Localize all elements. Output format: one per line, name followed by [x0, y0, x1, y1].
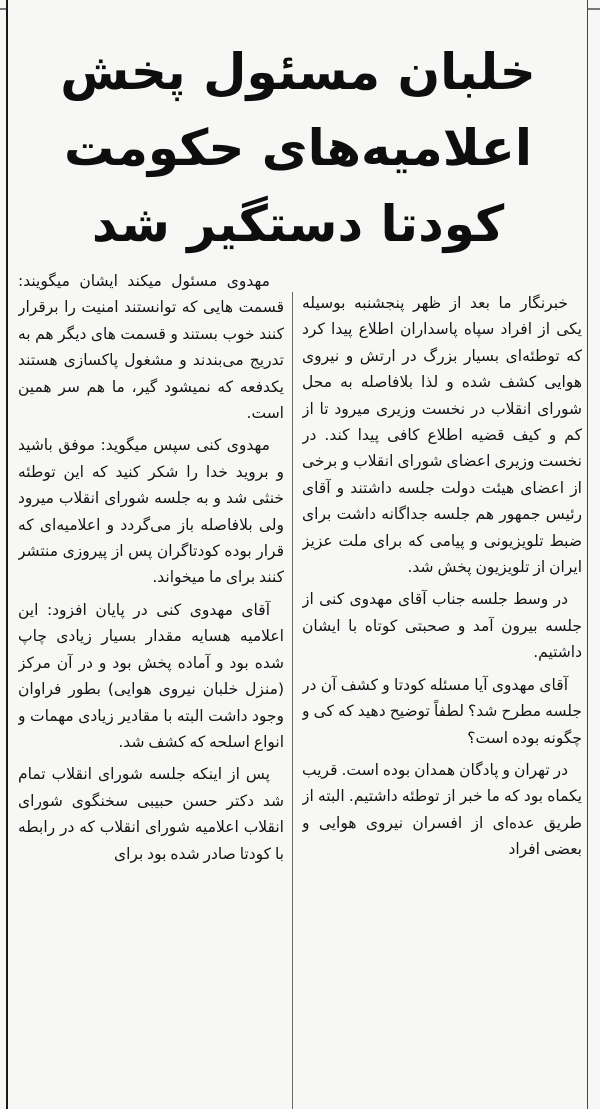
article-paragraph: در تهران و پادگان همدان بوده است. قریب یکماه بود که ما خبر از توطئه داشتیم. البته از طریق عده‌ای از افسران نیروی هوایی و بعضی افراد — [302, 760, 582, 859]
headline-line-2: اعلامیه‌های حکومت — [64, 119, 532, 177]
article-paragraph: مهدوی کنی سپس میگوید: موفق باشید و بروید خدا را شکر کنید که این توطئه خنثی شد و به جلسه شورای انقلاب میرود ولی بلافاصله باز می‌گردد و اعلامیه‌ای که قرار بوده کودتاگران پس از پیروزی منتشر کنند برای ما میخواند. — [18, 436, 284, 587]
article-paragraph: مهدوی مسئول میکند ایشان میگویند: قسمت هایی که توانستند امنیت را برقرار کنند خوب بستند و قسمت های دیگر هم به تدریج می‌بندند و مشغول پاکسازی هستند یکدفعه که نمیشود گیر، ما هم سر همین است. — [18, 272, 284, 423]
column-divider — [292, 292, 293, 1109]
headline-line-3: کودتا دستگیر شد — [91, 195, 505, 253]
article-column-left — [18, 262, 284, 1109]
article-paragraph: آقای مهدوی کنی در پایان افزود: این اعلامیه هسایه مقدار بسیار زیادی چاپ شده بود و آماده پخش بود و در آن مرکز (منزل خلبان نیروی هوایی) بطور فراوان وجود داشت البته با مقادیر زیادی مهمات و انواع اسلحه که کشف شد. — [18, 600, 284, 751]
article-paragraph: پس از اینکه جلسه شورای انقلاب تمام شد دکتر حسن حبیبی سخنگوی شورای انقلاب اعلامیه شورای انقلاب که در رابطه با کودتا صادر شده بود برای — [18, 765, 284, 863]
article-body — [10, 262, 585, 1109]
headline — [18, 34, 578, 262]
headline-line-1: خلبان مسئول پخش — [60, 43, 536, 101]
article-paragraph: خبرنگار ما بعد از ظهر پنجشنبه بوسیله یکی از افراد سپاه پاسداران اطلاع پیدا کرد که توطئه‌ای بسیار بزرگ در ارتش و نیروی هوایی کشف شده و لذا بلافاصله به محل شورای انقلاب در نخست وزیری میرود تا از کم و کیف قضیه اطلاع کافی پیدا کند. در نخست وزیری اعضای شورای انقلاب و برخی از اعضای هیئت دولت جلسه داشتند و آقای رئیس جمهور هم جلسه جداگانه داشت برای ضبط تلویزیونی و پیامی که برای ملت عزیز ایران از تلویزیون پخش شد. — [302, 294, 582, 577]
article-paragraph: آقای مهدوی آیا مسئله کودتا و کشف آن در جلسه مطرح شد؟ لطفاً توضیح دهید که کی و چگونه بوده است؟ — [302, 675, 582, 747]
article-column-right — [302, 262, 582, 1109]
article-paragraph: در وسط جلسه جناب آقای مهدوی کنی از جلسه بیرون آمد و صحبتی کوتاه با ایشان داشتیم. — [302, 590, 582, 662]
